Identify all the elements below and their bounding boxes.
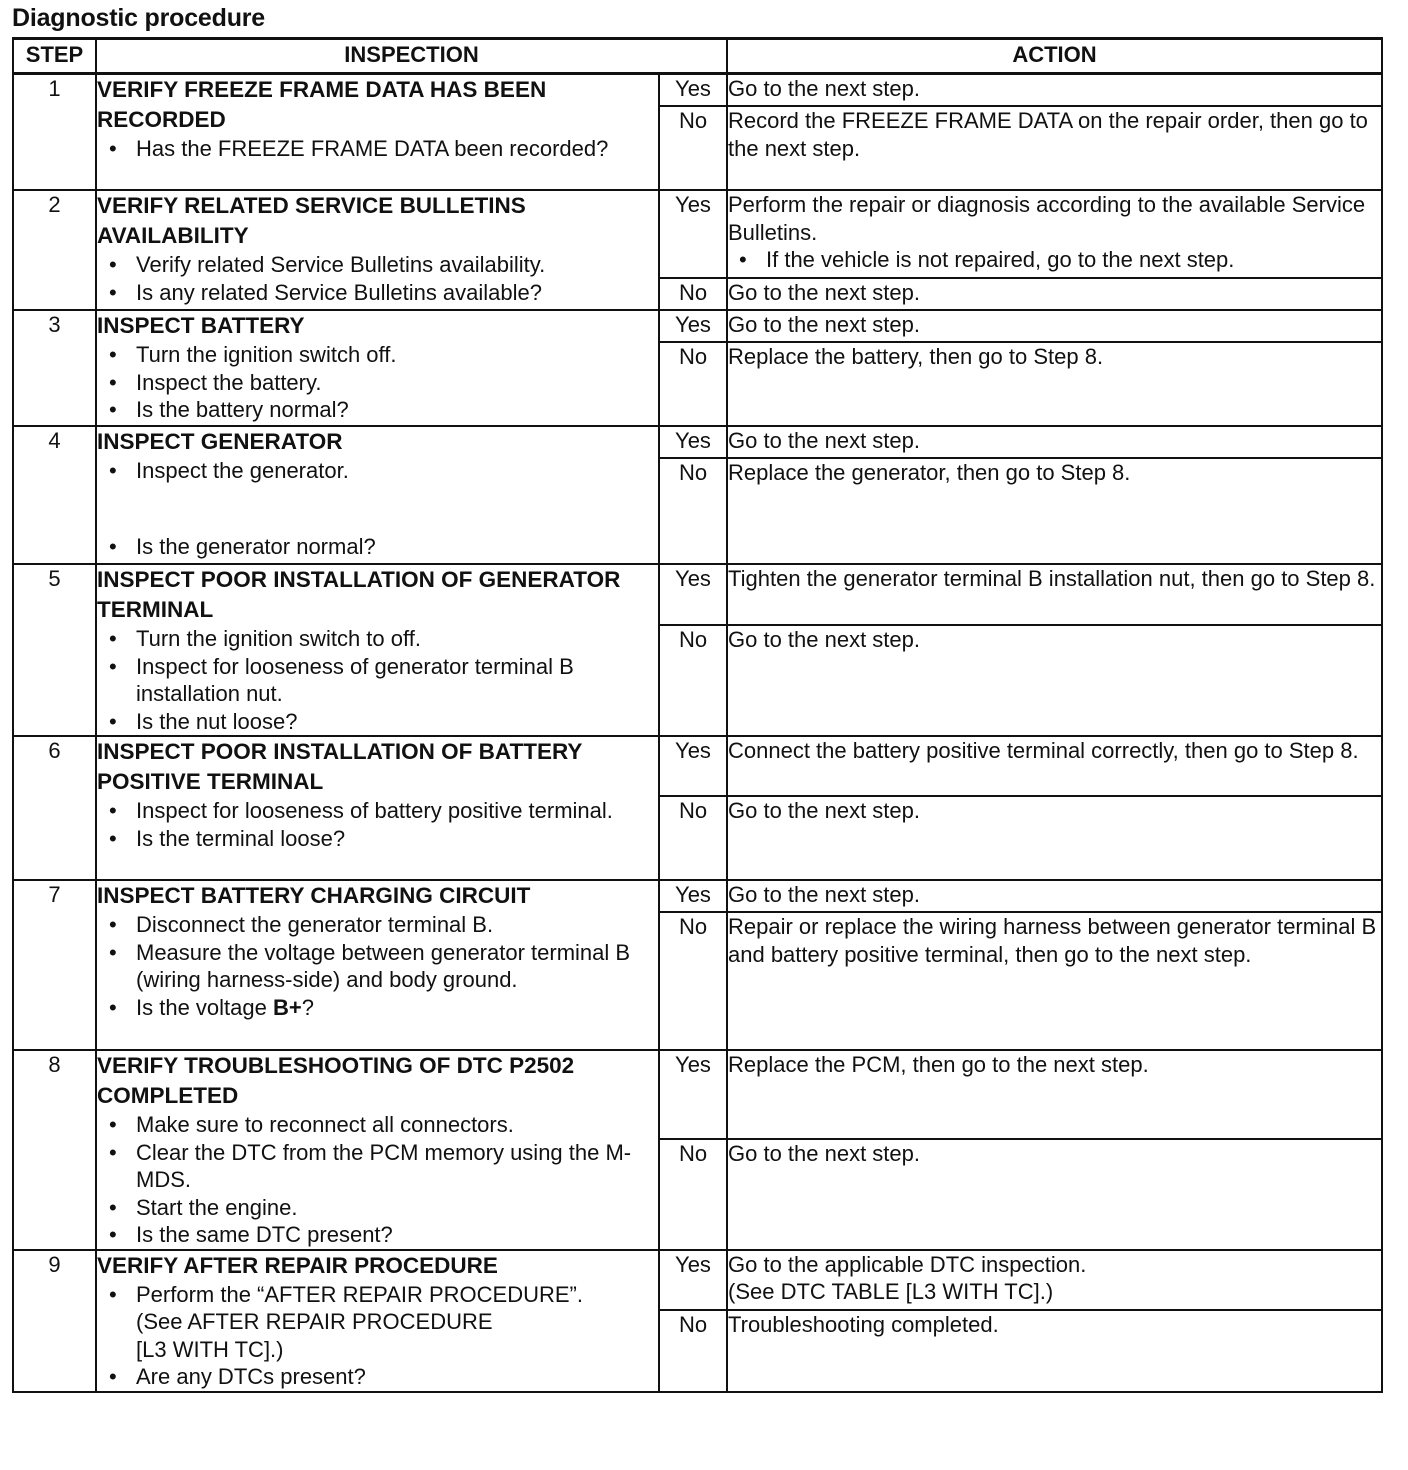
inspection-bullets <box>97 1111 658 1249</box>
yes-action-cell <box>727 190 1382 278</box>
table-row <box>13 1250 1382 1311</box>
table-row <box>13 564 1382 625</box>
inspection-bullet: • Inspect for looseness of generator terminal B installation nut. <box>97 653 658 708</box>
no-action: Record the FREEZE FRAME DATA on the repair order, then go to the next step. <box>727 106 1382 190</box>
yes-action: Go to the next step. <box>727 310 1382 342</box>
inspection-title: INSPECT GENERATOR <box>97 429 343 454</box>
yes-label: Yes <box>659 310 727 342</box>
inspection-cell <box>96 310 659 426</box>
header-inspection: INSPECTION <box>96 39 727 74</box>
inspection-title: VERIFY RELATED SERVICE BULLETINS AVAILABILITY <box>97 193 526 248</box>
inspection-title: VERIFY TROUBLESHOOTING OF DTC P2502 COMPLETED <box>97 1053 575 1108</box>
voltage-question: Is the voltage <box>136 994 273 1020</box>
inspection-bullet: • Clear the DTC from the PCM memory using the M-MDS. <box>97 1139 658 1194</box>
step-number: 3 <box>13 310 96 426</box>
inspection-title: INSPECT POOR INSTALLATION OF BATTERY POSITIVE TERMINAL <box>97 739 583 794</box>
no-action: Go to the next step. <box>727 1139 1382 1250</box>
action-bullet: • If the vehicle is not repaired, go to the next step. <box>728 246 1381 274</box>
inspection-cell <box>96 74 659 191</box>
inspection-bullets <box>97 341 658 424</box>
no-label: No <box>659 1139 727 1250</box>
no-action: Go to the next step. <box>727 796 1382 880</box>
inspection-bullet: • Start the engine. <box>97 1194 658 1222</box>
table-row <box>13 736 1382 796</box>
inspection-bullet: • Is the nut loose? <box>97 708 658 736</box>
step-number: 1 <box>13 74 96 191</box>
inspection-bullet: • Has the FREEZE FRAME DATA been recorded? <box>97 135 658 163</box>
table-row <box>13 426 1382 458</box>
inspection-title: INSPECT BATTERY <box>97 313 305 338</box>
inspection-bullet <box>97 994 658 1022</box>
no-label: No <box>659 106 727 190</box>
no-label: No <box>659 912 727 1050</box>
no-action: Repair or replace the wiring harness between generator terminal B and battery positive terminal, then go to the next step. <box>727 912 1382 1050</box>
bullet-line: (See AFTER REPAIR PROCEDURE <box>136 1309 493 1334</box>
voltage-value: B+ <box>272 994 302 1020</box>
no-label: No <box>659 1310 727 1391</box>
table-header-row <box>13 39 1382 74</box>
inspection-bullet: • Is the generator normal? <box>97 533 658 561</box>
inspection-cell <box>96 1050 659 1250</box>
action-bullets <box>728 246 1381 274</box>
step-number: 7 <box>13 880 96 1050</box>
no-action: Go to the next step. <box>727 625 1382 736</box>
step-number: 9 <box>13 1250 96 1392</box>
no-action: Troubleshooting completed. <box>727 1310 1382 1391</box>
inspection-bullet: • Is any related Service Bulletins available? <box>97 279 658 307</box>
bullet-line: • Perform the “AFTER REPAIR PROCEDURE”. <box>136 1281 583 1307</box>
step-number: 2 <box>13 190 96 310</box>
inspection-bullet: • Inspect the battery. <box>97 369 658 397</box>
yes-action: Go to the next step. <box>727 74 1382 107</box>
inspection-bullet: • Is the terminal loose? <box>97 825 658 853</box>
no-label: No <box>659 342 727 426</box>
no-action: Replace the generator, then go to Step 8. <box>727 458 1382 564</box>
step-number: 8 <box>13 1050 96 1250</box>
yes-label: Yes <box>659 564 727 625</box>
no-action: Replace the battery, then go to Step 8. <box>727 342 1382 426</box>
inspection-title: VERIFY AFTER REPAIR PROCEDURE <box>97 1252 498 1278</box>
yes-action: Go to the next step. <box>727 426 1382 458</box>
yes-action: Connect the battery positive terminal correctly, then go to Step 8. <box>727 736 1382 796</box>
header-action: ACTION <box>727 39 1382 74</box>
yes-action: Perform the repair or diagnosis according to the available Service Bulletins. <box>728 192 1366 245</box>
bullet-line: [L3 WITH TC].) <box>136 1336 284 1362</box>
page-title: Diagnostic procedure <box>12 4 265 32</box>
inspection-title: VERIFY FREEZE FRAME DATA HAS BEEN RECORDED <box>97 77 547 132</box>
no-label: No <box>659 625 727 736</box>
inspection-bullet: • Is the same DTC present? <box>97 1221 658 1249</box>
yes-label: Yes <box>659 1050 727 1139</box>
inspection-bullets <box>97 135 658 163</box>
voltage-question-end: ? <box>301 994 314 1020</box>
inspection-bullets <box>97 457 658 560</box>
yes-label: Yes <box>659 880 727 912</box>
yes-action: Go to the applicable DTC inspection. <box>728 1251 1087 1277</box>
no-label: No <box>659 278 727 310</box>
inspection-bullet: • Turn the ignition switch off. <box>97 341 658 369</box>
yes-action: Tighten the generator terminal B installation nut, then go to Step 8. <box>727 564 1382 625</box>
yes-label: Yes <box>659 426 727 458</box>
table-row <box>13 880 1382 912</box>
inspection-cell <box>96 564 659 736</box>
inspection-bullet: • Disconnect the generator terminal B. <box>97 911 658 939</box>
inspection-cell <box>96 190 659 310</box>
inspection-bullet <box>97 1281 658 1364</box>
inspection-cell <box>96 736 659 880</box>
inspection-bullet: • Are any DTCs present? <box>97 1363 658 1391</box>
yes-label: Yes <box>659 74 727 107</box>
inspection-bullet: • Make sure to reconnect all connectors. <box>97 1111 658 1139</box>
inspection-bullets <box>97 911 658 1021</box>
step-number: 6 <box>13 736 96 880</box>
inspection-title: INSPECT POOR INSTALLATION OF GENERATOR TERMINAL <box>97 567 621 622</box>
inspection-cell <box>96 880 659 1050</box>
inspection-bullet: • Turn the ignition switch to off. <box>97 625 658 653</box>
diagnostic-procedure-table <box>12 37 1383 1393</box>
inspection-bullet: • Is the battery normal? <box>97 396 658 424</box>
yes-action: Replace the PCM, then go to the next step. <box>727 1050 1382 1139</box>
yes-action-reference: (See DTC TABLE [L3 WITH TC].) <box>728 1279 1054 1304</box>
yes-action: Go to the next step. <box>727 880 1382 912</box>
inspection-bullets <box>97 251 658 306</box>
table-row <box>13 74 1382 107</box>
yes-action-cell <box>727 1250 1382 1311</box>
table-row <box>13 310 1382 342</box>
step-number: 5 <box>13 564 96 736</box>
yes-label: Yes <box>659 1250 727 1311</box>
yes-label: Yes <box>659 736 727 796</box>
header-step: STEP <box>13 39 96 74</box>
no-action: Go to the next step. <box>727 278 1382 310</box>
inspection-title: INSPECT BATTERY CHARGING CIRCUIT <box>97 883 531 908</box>
inspection-bullet: • Measure the voltage between generator terminal B (wiring harness-side) and body ground. <box>97 939 658 994</box>
inspection-bullet: • Inspect for looseness of battery positive terminal. <box>97 797 658 825</box>
inspection-bullet: • Inspect the generator. <box>97 457 658 485</box>
step-number: 4 <box>13 426 96 564</box>
inspection-cell <box>96 1250 659 1392</box>
no-label: No <box>659 458 727 564</box>
inspection-bullets <box>97 625 658 735</box>
yes-label: Yes <box>659 190 727 278</box>
table-row <box>13 190 1382 278</box>
inspection-bullets <box>97 1281 658 1391</box>
table-row <box>13 1050 1382 1139</box>
no-label: No <box>659 796 727 880</box>
inspection-cell <box>96 426 659 564</box>
inspection-bullet: • Verify related Service Bulletins availability. <box>97 251 658 279</box>
inspection-bullets <box>97 797 658 852</box>
